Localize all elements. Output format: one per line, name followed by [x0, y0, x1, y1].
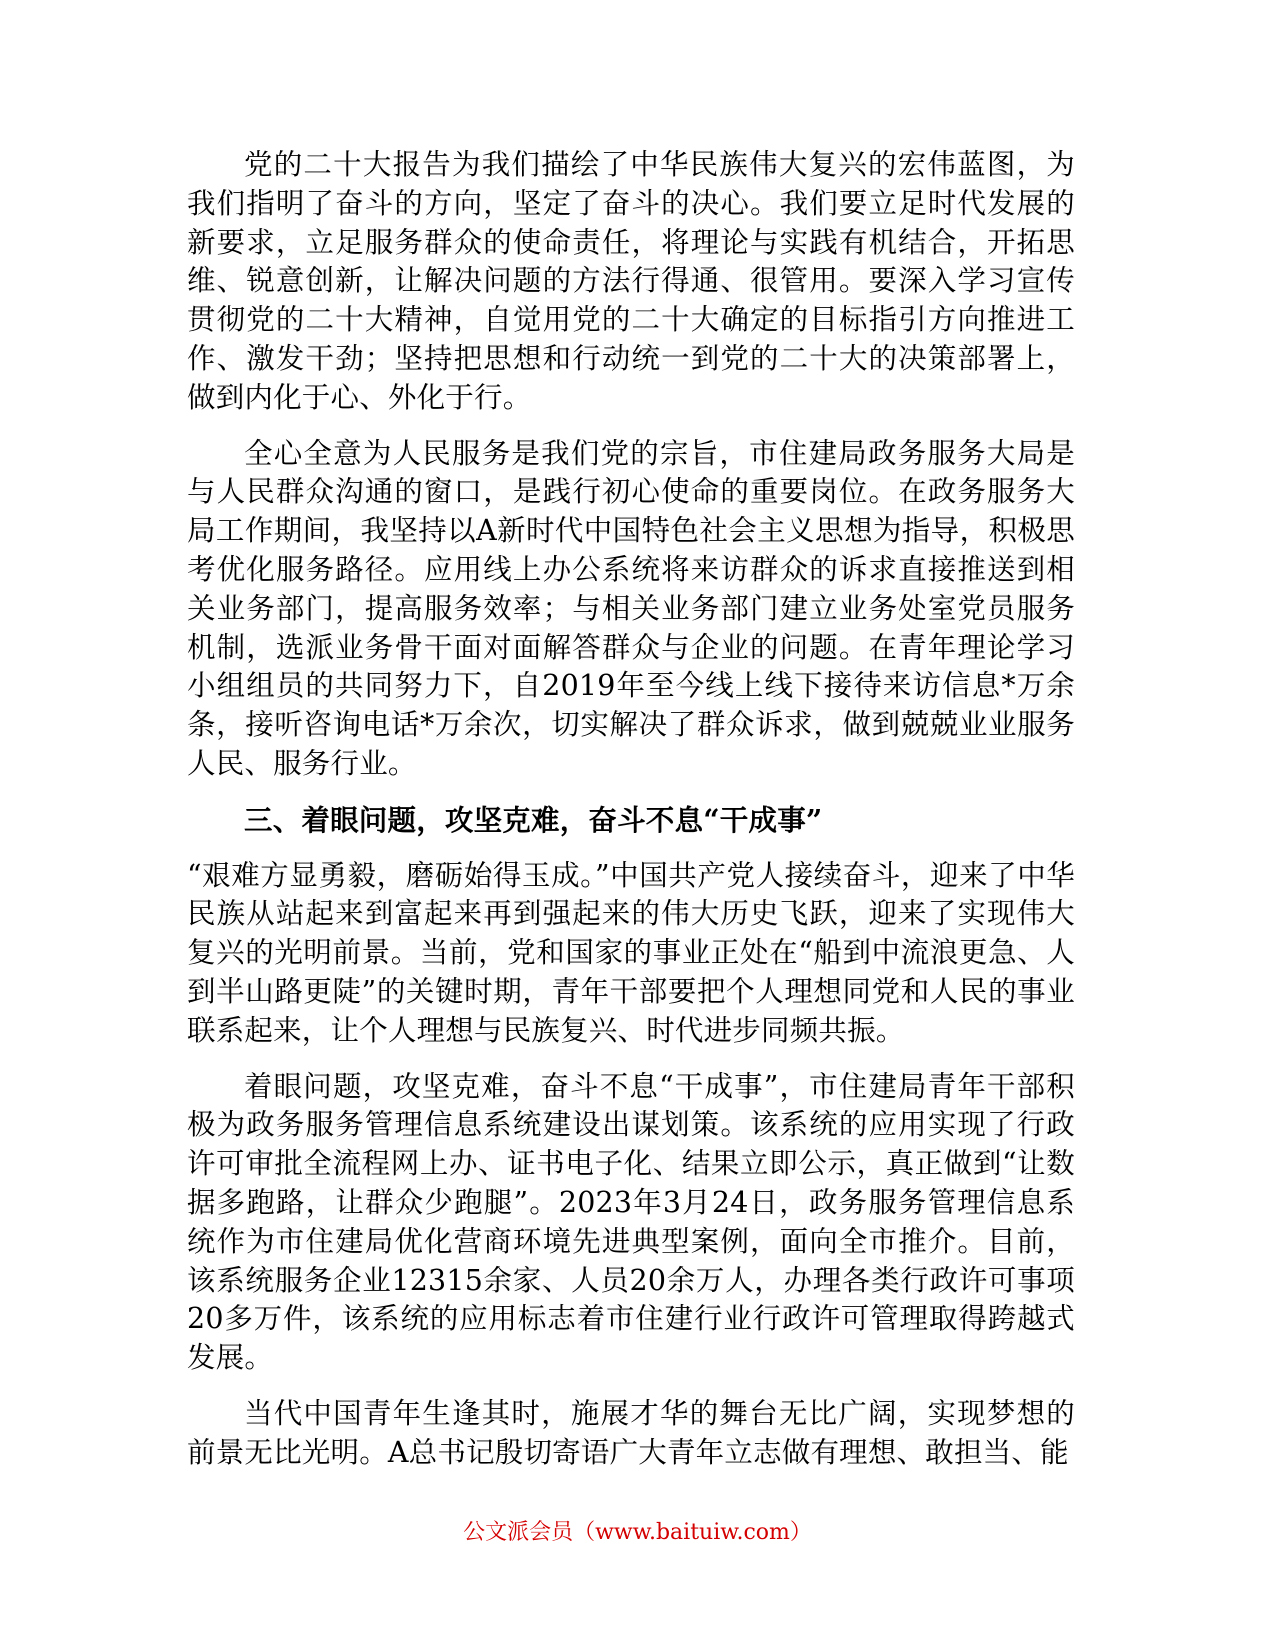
document-body	[187, 146, 1075, 1490]
footer-watermark: 公文派会员（www.baituiw.com）	[463, 1520, 812, 1545]
paragraph-party-congress: 党的二十大报告为我们描绘了中华民族伟大复兴的宏伟蓝图，为我们指明了奋斗的方向，坚定了奋斗的决心。我们要立足时代发展的新要求，立足服务群众的使命责任，将理论与实践有机结合，开拓思维、锐意创新，让解决问题的方法行得通、很管用。要深入学习宣传贯彻党的二十大精神，自觉用党的二十大确定的目标指引方向推进工作、激发干劲；坚持把思想和行动统一到党的二十大的决策部署上，做到内化于心、外化于行。	[187, 148, 1075, 414]
paragraph-info-system: 着眼问题，攻坚克难，奋斗不息“干成事”，市住建局青年干部积极为政务服务管理信息系统建设出谋划策。该系统的应用实现了行政许可审批全流程网上办、证书电子化、结果立即公示，真正做到“让数据多跑路，让群众少跑腿”。2023年3月24日，政务服务管理信息系统作为市住建局优化营商环境先进典型案例，面向全市推介。目前，该系统服务企业12315余家、人员20余万人，办理各类行政许可事项20多万件，该系统的应用标志着市住建行业行政许可管理取得跨越式发展。	[187, 1069, 1075, 1375]
paragraph-serve-people: 全心全意为人民服务是我们党的宗旨，市住建局政务服务大局是与人民群众沟通的窗口，是践行初心使命的重要岗位。在政务服务大局工作期间，我坚持以A新时代中国特色社会主义思想为指导，积极思考优化服务路径。应用线上办公系统将来访群众的诉求直接推送到相关业务部门，提高服务效率；与相关业务部门建立业务处室党员服务机制，选派业务骨干面对面解答群众与企业的问题。在青年理论学习小组组员的共同努力下，自2019年至今线上线下接待来访信息*万余条，接听咨询电话*万余次，切实解决了群众诉求，做到兢兢业业服务人民、服务行业。	[187, 436, 1075, 780]
section-heading-three: 三、着眼问题，攻坚克难，奋斗不息“干成事”	[244, 802, 823, 837]
paragraph-hardship-quote: “艰难方显勇毅，磨砺始得玉成。”中国共产党人接续奋斗，迎来了中华民族从站起来到富起来再到强起来的伟大历史飞跃，迎来了实现伟大复兴的光明前景。当前，党和国家的事业正处在“船到中流浪更急、人到半山路更陡”的关键时期，青年干部要把个人理想同党和人民的事业联系起来，让个人理想与民族复兴、时代进步同频共振。	[187, 858, 1075, 1047]
paragraph-youth: 当代中国青年生逢其时，施展才华的舞台无比广阔，实现梦想的前景无比光明。A总书记殷切寄语广大青年立志做有理想、敢担当、能	[187, 1396, 1075, 1469]
